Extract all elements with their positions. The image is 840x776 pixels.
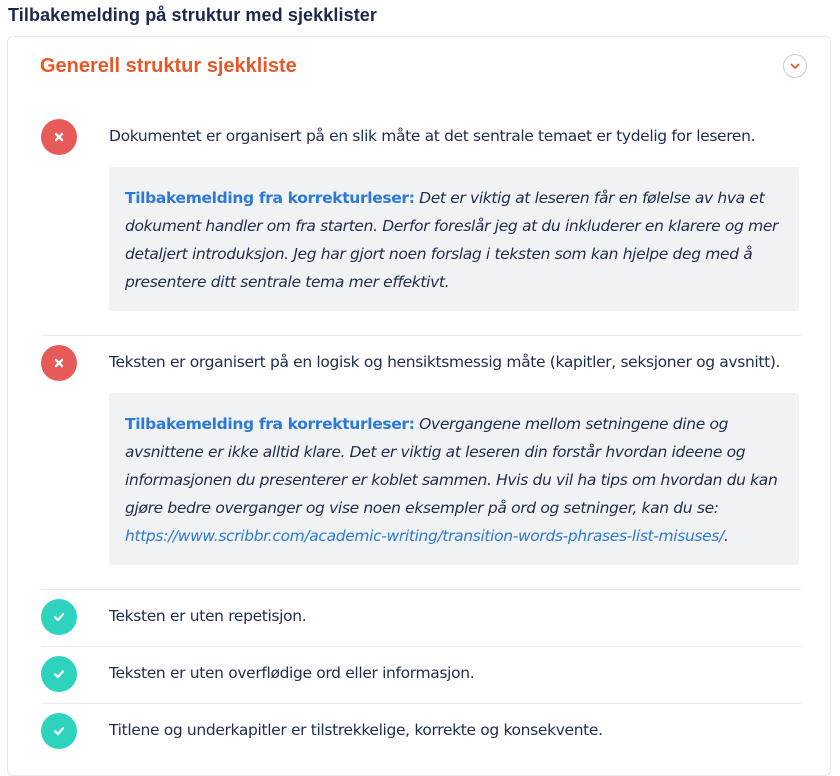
check-icon: [52, 667, 66, 681]
status-pass-badge: [41, 713, 77, 749]
x-icon: [52, 356, 66, 370]
check-icon: [52, 724, 66, 738]
checklist-card: [7, 36, 831, 776]
feedback-text: Det er viktig at leseren får en følelse av hva et dokument handler om fra starten. Derfor foreslår jeg at du inkluderer en klarere og mer detaljert introduksjon. Jeg har gjort noen forslag i teksten som kan hjelpe deg med å presentere ditt sentrale tema mer effektivt.: [125, 189, 779, 291]
chevron-down-icon: [789, 60, 801, 72]
checklist-title: Generell struktur sjekkliste: [40, 55, 297, 77]
checklist-item-text: Dokumentet er organisert på en slik måte at det sentrale temaet er tydelig for leseren.: [109, 127, 756, 145]
status-pass-badge: [41, 656, 77, 692]
feedback-label: Tilbakemelding fra korrekturleser:: [125, 415, 415, 433]
collapse-button[interactable]: [783, 54, 807, 78]
checklist-item-text: Teksten er uten overflødige ord eller informasjon.: [109, 664, 475, 682]
feedback-link[interactable]: https://www.scribbr.com/academic-writing/transition-words-phrases-list-misuses/: [125, 527, 724, 545]
feedback-text: Overgangene mellom setningene dine og avsnittene er ikke alltid klare. Det er viktig at leseren din forstår hvordan ideene og informasjonen du presenterer er koblet sammen. Hvis du vil ha tips om hvordan du kan gjøre bedre overganger og vise noen eksempler på ord og setninger, kan du se:: [125, 415, 778, 517]
page-title: Tilbakemelding på struktur med sjekklister: [8, 5, 377, 25]
status-fail-badge: [41, 119, 77, 155]
divider: [41, 703, 801, 704]
checklist-item-text: Teksten er organisert på en logisk og hensiktsmessig måte (kapitler, seksjoner og avsnitt).: [109, 353, 781, 371]
checklist-item-text: Titlene og underkapitler er tilstrekkelige, korrekte og konsekvente.: [109, 721, 603, 739]
x-icon: [52, 130, 66, 144]
status-fail-badge: [41, 345, 77, 381]
checklist-item-text: Teksten er uten repetisjon.: [109, 607, 307, 625]
reviewer-feedback: [109, 167, 799, 311]
divider: [41, 589, 801, 590]
feedback-tail: .: [723, 527, 729, 545]
feedback-label: Tilbakemelding fra korrekturleser:: [125, 189, 415, 207]
check-icon: [52, 610, 66, 624]
divider: [41, 335, 801, 336]
reviewer-feedback: [109, 393, 799, 565]
status-pass-badge: [41, 599, 77, 635]
divider: [41, 646, 801, 647]
